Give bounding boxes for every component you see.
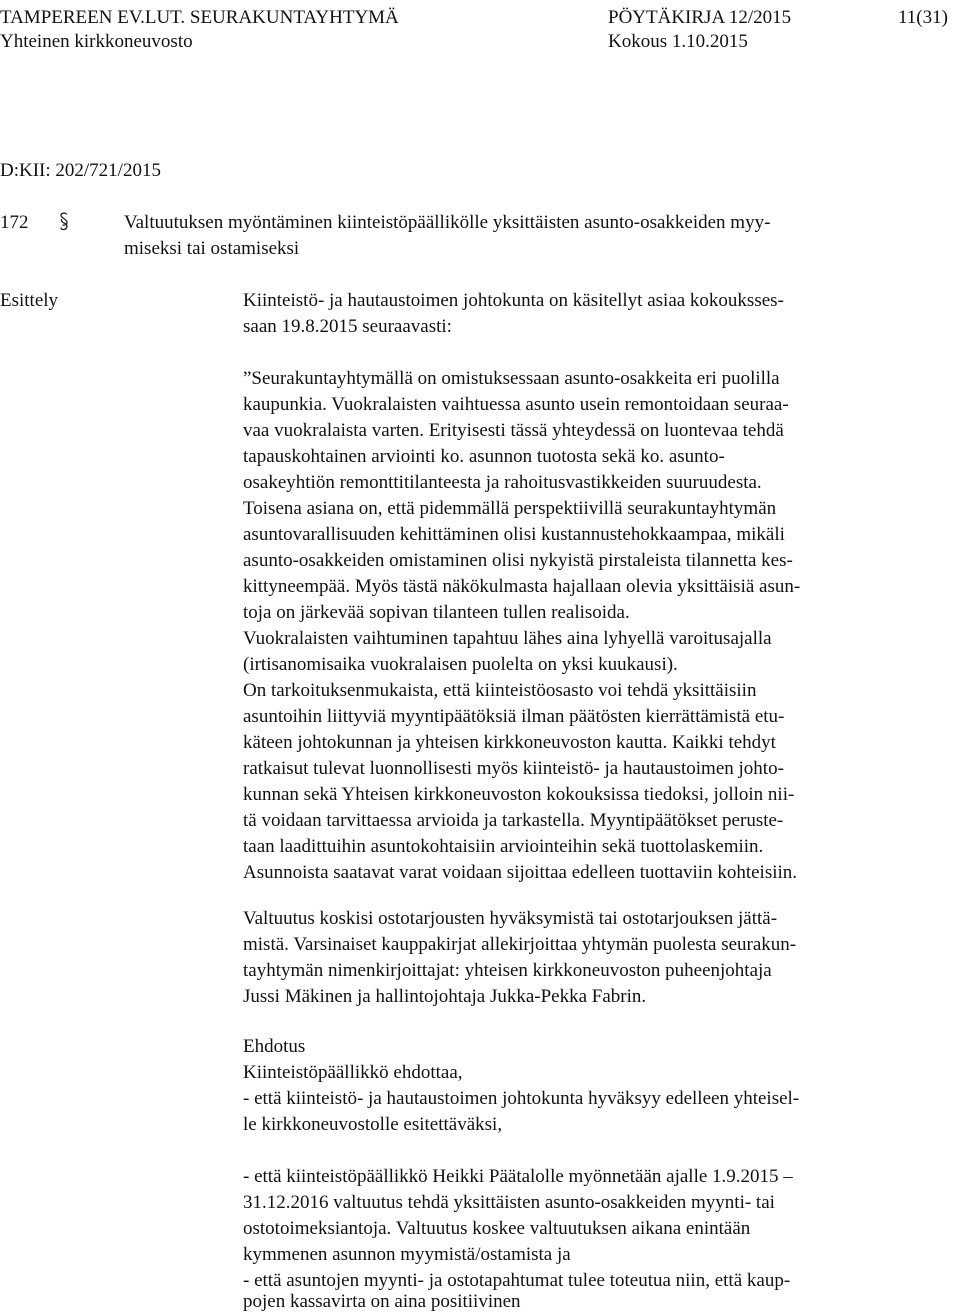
section-title-line: Valtuutuksen myöntäminen kiinteistöpäällikölle yksittäisten asunto-osakkeiden myy- (124, 212, 771, 233)
esittely-intro-line: saan 19.8.2015 seuraavasti: (243, 316, 452, 337)
ehdotus-label: Ehdotus (243, 1036, 306, 1057)
quote-line: Toisena asiana on, että pidemmällä perspektiivillä seurakuntayhtymän (243, 498, 777, 519)
ehdotus-item2-line: kymmenen asunnon myymistä/ostamista ja (243, 1244, 571, 1265)
ehdotus-item2-line: ostotoimeksiantoja. Valtuutus koskee valtuutuksen aikana enintään (243, 1218, 751, 1239)
quote-line: asunto-osakkeiden omistaminen olisi nykyistä pirstaleista tilannetta kes- (243, 550, 793, 571)
ehdotus-intro: Kiinteistöpäällikkö ehdottaa, (243, 1062, 463, 1083)
quote-line: ratkaisut tulevat luonnollisesti myös kiinteistö- ja hautaustoimen johto- (243, 758, 784, 779)
quote-line: kunnan sekä Yhteisen kirkkoneuvoston kokouksissa tiedoksi, jolloin nii- (243, 784, 795, 805)
ehdotus-item2-line: pojen kassavirta on aina positiivinen (243, 1291, 521, 1312)
header-body-name: Yhteinen kirkkoneuvosto (0, 31, 193, 52)
ehdotus-item1-line: - että kiinteistö- ja hautaustoimen johtokunta hyväksyy edelleen yhteisel- (243, 1088, 800, 1109)
quote-line: toja on järkevää sopivan tilanteen tullen realisoida. (243, 602, 630, 623)
mandate-line: Jussi Mäkinen ja hallintojohtaja Jukka-Pekka Fabrin. (243, 986, 647, 1007)
section-title-line: miseksi tai ostamiseksi (124, 238, 300, 259)
quote-line: käteen johtokunnan ja yhteisen kirkkoneuvoston kautta. Kaikki tehdyt (243, 732, 776, 753)
ehdotus-item2-line: 31.12.2016 valtuutus tehdä yksittäisten asunto-osakkeiden myynti- tai (243, 1192, 775, 1213)
section-number: 172 (0, 212, 29, 233)
quote-line: osakeyhtiön remonttitilanteesta ja rahoitusvastikkeiden suuruudesta. (243, 472, 762, 493)
quote-line: Vuokralaisten vaihtuminen tapahtuu lähes aina lyhyellä varoitusajalla (243, 628, 772, 649)
ehdotus-item2-line: - että kiinteistöpäällikkö Heikki Päätalolle myönnetään ajalle 1.9.2015 – (243, 1166, 793, 1187)
quote-line: asuntovarallisuuden kehittäminen olisi kustannustehokkaampaa, mikäli (243, 524, 785, 545)
quote-line: asuntoihin liittyviä myyntipäätöksiä ilman päätösten kierrättämistä etu- (243, 706, 785, 727)
esittely-label: Esittely (0, 290, 59, 311)
section-sign-icon (58, 210, 70, 236)
quote-line: tapauskohtainen arviointi ko. asunnon tuotosta sekä ko. asunto- (243, 446, 725, 467)
quote-line: ”Seurakuntayhtymällä on omistuksessaan asunto-osakkeita eri puolilla (243, 368, 780, 389)
header-page-number: 11(31) (898, 7, 948, 28)
esittely-intro-line: Kiinteistö- ja hautaustoimen johtokunta on käsitellyt asiaa kokouksses- (243, 290, 784, 311)
mandate-line: mistä. Varsinaiset kauppakirjat allekirjoittaa yhtymän puolesta seurakun- (243, 934, 797, 955)
ehdotus-item1-line: le kirkkoneuvostolle esitettäväksi, (243, 1114, 503, 1135)
header-doc-type: PÖYTÄKIRJA 12/2015 (608, 7, 792, 28)
quote-line: kittyneempää. Myös tästä näkökulmasta hajallaan olevia yksittäisiä asun- (243, 576, 801, 597)
quote-line: vaa vuokralaista varten. Erityisesti tässä yhteydessä on luontevaa tehdä (243, 420, 784, 441)
quote-line: taan laadittuihin asuntokohtaisiin arviointeihin sekä tuottolaskemiin. (243, 836, 764, 857)
mandate-line: Valtuutus koskisi ostotarjousten hyväksymistä tai ostotarjouksen jättä- (243, 908, 778, 929)
header-meeting: Kokous 1.10.2015 (608, 31, 748, 52)
quote-line: On tarkoituksenmukaista, että kiinteistöosasto voi tehdä yksittäisiin (243, 680, 757, 701)
quote-line: kaupunkia. Vuokralaisten vaihtuessa asunto usein remontoidaan seuraa- (243, 394, 789, 415)
quote-line: Asunnoista saatavat varat voidaan sijoittaa edelleen tuottaviin kohteisiin. (243, 862, 798, 883)
ehdotus-item2-line: - että asuntojen myynti- ja ostotapahtumat tulee toteutua niin, että kaup- (243, 1270, 791, 1291)
quote-line: tä voidaan tarvittaessa arvioida ja tarkastella. Myyntipäätökset peruste- (243, 810, 784, 831)
quote-line: (irtisanomisaika vuokralaisen puolelta on yksi kuukausi). (243, 654, 678, 675)
header-org: TAMPEREEN EV.LUT. SEURAKUNTAYHTYMÄ (0, 7, 399, 28)
diary-number: D:KII: 202/721/2015 (0, 160, 161, 181)
mandate-line: tayhtymän nimenkirjoittajat: yhteisen kirkkoneuvoston puheenjohtaja (243, 960, 772, 981)
